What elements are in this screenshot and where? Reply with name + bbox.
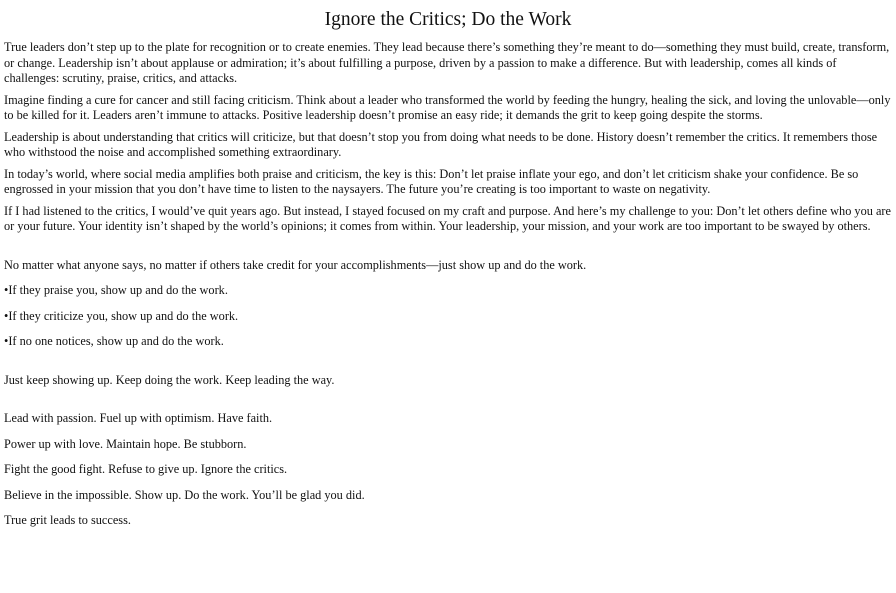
paragraph: In today’s world, where social media amplifies both praise and criticism, the key is this: Don’t let praise inflate your ego, and don’t let criticism shake your confidence. Be so engrossed in your mission that you don’t have time to listen to the naysayers. The future you’re creating is too important to waste on negativity. xyxy=(4,166,859,196)
paragraph: If I had listened to the critics, I would’ve quit years ago. But instead, I stayed focused on my craft and purpose. And here’s my challenge to you: Don’t let others define who you are or your future. Your identity isn’t shaped by the world’s opinions; it comes from within. Your leadership, your mission, and your work are too important to be swayed by others. xyxy=(4,203,891,233)
bullet-item: • If they criticize you, show up and do the work. xyxy=(4,309,892,325)
paragraph: True leaders don’t step up to the plate for recognition or to create enemies. They lead because there’s something they’re meant to do—something they must build, create, transform, or change. Leadership isn’t about applause or admiration; it’s about fulfilling a purpose, driven by a passion to make a difference. But with leadership, comes all kinds of challenges: scrutiny, praise, critics, and attacks. xyxy=(4,40,890,85)
closing-line: Lead with passion. Fuel up with optimism. Have faith. xyxy=(4,411,273,425)
closing-line: Power up with love. Maintain hope. Be stubborn. xyxy=(4,436,247,451)
intro-line: No matter what anyone says, no matter if others take credit for your accomplishments—just show up and do the work. xyxy=(4,257,587,272)
page-title: Ignore the Critics; Do the Work xyxy=(324,9,572,30)
paragraph: Imagine finding a cure for cancer and still facing criticism. Think about a leader who transformed the world by feeding the hungry, healing the sick, and loving the unlovable—only to be killed for it. Leaders aren’t immune to attacks. Positive leadership doesn’t promise an easy ride; it demands the grit to keep going despite the storms. xyxy=(4,92,891,122)
bullet-item: • If they praise you, show up and do the work. xyxy=(4,283,892,299)
paragraph: Leadership is about understanding that critics will criticize, but that doesn’t stop you from doing what needs to be done. History doesn’t remember the critics. It remembers those who withstood the noise and accomplished something extraordinary. xyxy=(4,129,878,159)
closing-line: Fight the good fight. Refuse to give up. Ignore the critics. xyxy=(4,462,288,476)
bullet-item: • If no one notices, show up and do the work. xyxy=(4,334,892,350)
keep-line: Just keep showing up. Keep doing the work. Keep leading the way. xyxy=(4,372,335,387)
closing-line: True grit leads to success. xyxy=(4,513,131,527)
closing-line: Believe in the impossible. Show up. Do the work. You’ll be glad you did. xyxy=(4,487,365,502)
